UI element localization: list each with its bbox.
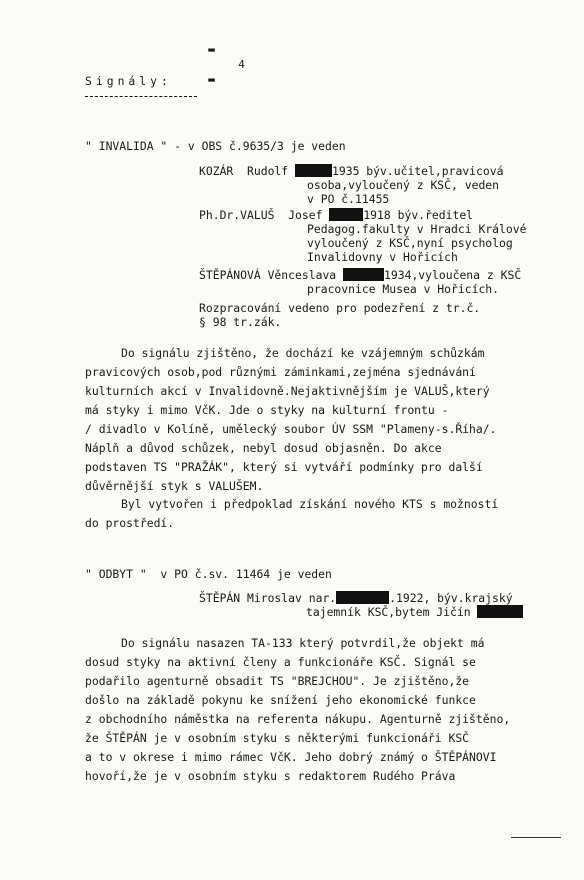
redaction-block (477, 605, 523, 618)
processing-line2: § 98 tr.zák. (199, 315, 282, 329)
paragraph-line: pravicových osob,pod různými záminkami,zejména sjednávání (85, 365, 476, 379)
person-valus-line1: Ph.Dr.VALUŠ Josef 1918 býv.ředitel (199, 208, 474, 222)
case-invalida-intro: " INVALIDA " - v OBS č.9635/3 je veden (85, 139, 346, 153)
paragraph-line: důvěrnější styk s VALUŠEM. (85, 479, 264, 493)
heading-underline (85, 96, 197, 97)
person-stepanova-line1: ŠTĚPÁNOVÁ Věnceslava 1934,vyloučena z KSČ (199, 268, 522, 282)
redaction-block (336, 591, 389, 604)
person-valus-line4: Invalidovny v Hořicích (307, 250, 458, 264)
person-kozar-line3: v PO č.11455 (307, 192, 390, 206)
page-number: ▬ 4 ▬ (208, 43, 245, 86)
dash-mark-left: ▬ (208, 43, 215, 56)
person-valus-line2: Pedagog.fakulty v Hradci Králové (307, 222, 527, 236)
processing-line1: Rozpracování vedeno pro podezření z tr.č. (199, 301, 481, 315)
paragraph-line: kulturních akcí v Invalidovně.Nejaktivnějším je VALUŠ,který (85, 384, 490, 398)
redaction-block (295, 164, 332, 177)
paragraph-line: z obchodního náměstka na referenta nákupu. Agenturně zjištěno, (85, 712, 511, 726)
person-stepan-line2: tajemník KSČ,bytem Jičín (306, 605, 523, 620)
redaction-block (329, 208, 363, 221)
paragraph-line: podstaven TS "PRAŽÁK", který si vytváří podmínky pro další (85, 460, 483, 474)
person-kozar-line2: osoba,vyloučený z KSČ, veden (307, 178, 500, 192)
page-edge-line (511, 837, 561, 838)
paragraph-line: dosud styky na aktivní členy a funkcionáře KSČ. Signál se (85, 655, 476, 669)
section-heading: Signály: (85, 74, 172, 88)
paragraph-line: do prostředí. (85, 516, 175, 530)
dash-mark-right: ▬ (208, 73, 215, 86)
person-kozar-line1: KOZÁR Rudolf 1935 býv.učitel,pravicová (199, 164, 504, 178)
paragraph-line: má styky i mimo VčK. Jde o styky na kulturní frontu - (85, 403, 449, 417)
paragraph-line: Byl vytvořen i předpoklad získání nového KTS s možností (121, 497, 499, 511)
paragraph-line: došlo na základě pokynu ke snížení jeho ekonomické funkce (85, 693, 476, 707)
paragraph-line: a to v okrese i mimo rámec VčK. Jeho dobrý známý o ŠTĚPÁNOVI (85, 750, 497, 764)
person-stepan-line1: ŠTĚPÁN Miroslav nar. .1922, býv.krajský (199, 591, 513, 605)
paragraph-line: Do signálu zjištěno, že dochází ke vzájemným schůzkám (121, 346, 485, 360)
case-odbyt-intro: " ODBYT " v PO č.sv. 11464 je veden (85, 567, 332, 581)
person-stepanova-line2: pracovnice Musea v Hořicích. (307, 282, 500, 296)
paragraph-line: / divadlo v Kolíně, umělecký soubor ÚV SSM "Plameny-s.Říha/. (85, 422, 497, 436)
paragraph-line: podařilo agenturně obsadit TS "BREJCHOU". Je zjištěno,že (85, 674, 470, 688)
paragraph-line: hovoří,že je v osobním styku s redaktorem Rudého Práva (85, 769, 456, 783)
person-valus-line3: vyloučený z KSČ,nyní psycholog (307, 236, 513, 250)
paragraph-line: že ŠTĚPÁN je v osobním styku s některými funkcionáři KSČ (85, 731, 470, 745)
redaction-block (343, 268, 384, 281)
paragraph-line: Náplň a důvod schůzek, nebyl dosud objasněn. Do akce (85, 441, 442, 455)
paragraph-line: Do signálu nasazen TA-133 který potvrdil,že objekt má (121, 636, 485, 650)
